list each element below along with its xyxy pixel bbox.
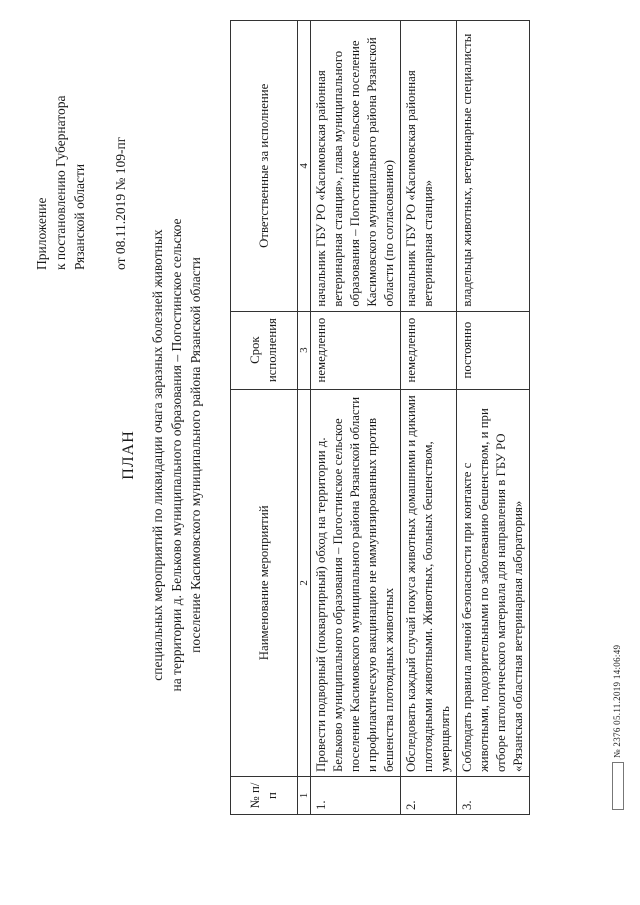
table-row <box>311 21 401 815</box>
appendix-line: Рязанской области <box>72 163 87 270</box>
registration-stamp <box>612 645 624 810</box>
row-num: 3. <box>457 777 530 815</box>
appendix-date: от 08.11.2019 № 109-пг <box>113 136 128 270</box>
appendix-block <box>32 20 130 270</box>
table-index-row <box>298 21 311 815</box>
row-action: Обследовать каждый случай покуса животных домашними и дикими плотоядными животными. Животных, больных бешенством, умерщвлять <box>401 389 457 776</box>
header-responsible: Ответственные за исполнение <box>231 21 298 312</box>
row-term: немедленно <box>401 311 457 389</box>
row-responsible: начальник ГБУ РО «Касимовская районная ветеринарная станция», глава муниципального образования – Погостинское сельское поселение Касимовского муниципального района Рязанской области (по согласованию) <box>311 21 401 312</box>
table-row <box>457 21 530 815</box>
header-term: Срок исполнения <box>231 311 298 389</box>
header-action: Наименование мероприятий <box>231 389 298 776</box>
document-title: ПЛАН <box>120 430 137 480</box>
title-block <box>120 105 205 805</box>
row-responsible: владельцы животных, ветеринарные специалисты <box>457 21 530 312</box>
table-header-row <box>231 21 298 815</box>
row-term: постоянно <box>457 311 530 389</box>
stamp-text: № 2376 05.11.2019 14:06:49 <box>612 644 623 758</box>
subtitle-line: специальных мероприятий по ликвидации очага заразных болезней животных <box>150 229 165 681</box>
appendix-line: к постановлению Губернатора <box>53 95 68 270</box>
header-num: № п/п <box>231 777 298 815</box>
appendix-line: Приложение <box>34 197 49 270</box>
row-action: Провести подворный (поквартирный) обход на территории д. Бельково муниципального образования – Погостинское сельское поселение Касимовского муниципального района Рязанской области и профилактическую вакцинацию не иммунизированных против бешенства плотоядных животных <box>311 389 401 776</box>
document-subtitle <box>148 105 205 805</box>
row-num: 2. <box>401 777 457 815</box>
index-cell: 3 <box>298 311 311 389</box>
stamp-logo-icon <box>612 762 624 810</box>
index-cell: 4 <box>298 21 311 312</box>
index-cell: 2 <box>298 389 311 776</box>
row-term: немедленно <box>311 311 401 389</box>
subtitle-line: поселение Касимовского муниципального района Рязанской области <box>188 257 203 653</box>
index-cell: 1 <box>298 777 311 815</box>
table-row <box>401 21 457 815</box>
row-responsible: начальник ГБУ РО «Касимовская районная ветеринарная станция» <box>401 21 457 312</box>
subtitle-line: на территории д. Бельково муниципального образования – Погостинское сельское <box>169 218 184 692</box>
row-num: 1. <box>311 777 401 815</box>
row-action: Соблюдать правила личной безопасности при контакте с животными, подозрительными по заболеванию бешенством, и при отборе патологического материала для направления в ГБУ РО «Рязанская областная ветеринарная лаборатория» <box>457 389 530 776</box>
plan-table <box>230 20 530 815</box>
